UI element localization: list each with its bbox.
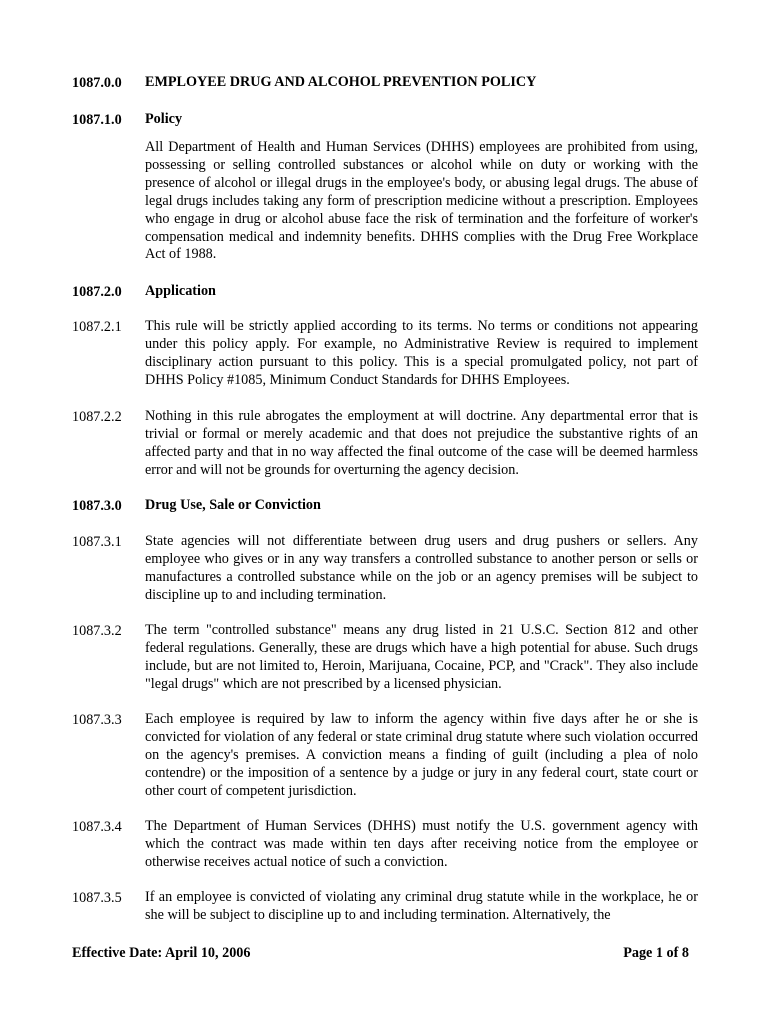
policy-paragraph: [72, 139, 700, 264]
section-heading: Drug Use, Sale or Conviction: [145, 497, 321, 513]
section-drug-use: [72, 497, 700, 515]
clause-number: 1087.2.2: [72, 409, 122, 425]
clause-1087-3-1: [72, 533, 700, 605]
clause-1087-3-3: [72, 711, 700, 801]
section-number: 1087.1.0: [72, 112, 122, 128]
clause-text: This rule will be strictly applied according to its terms. No terms or conditions not appearing under this policy apply. For example, no Administrative Review is required to implement disciplinary action pursuant to this policy. This is a special promulgated policy, not part of DHHS Policy #1085, Minimum Conduct Standards for DHHS Employees.: [145, 318, 698, 388]
section-application: [72, 283, 700, 301]
section-heading: Application: [145, 283, 216, 299]
section-heading: EMPLOYEE DRUG AND ALCOHOL PREVENTION POLICY: [145, 74, 537, 90]
clause-number: 1087.3.3: [72, 712, 122, 728]
section-number: 1087.2.0: [72, 284, 122, 300]
clause-1087-3-4: [72, 818, 700, 872]
paragraph-text: All Department of Health and Human Services (DHHS) employees are prohibited from using, possessing or selling controlled substances or alcohol while on duty or working with the presence of alcohol or illegal drugs in the employee's body, or abusing legal drugs. The abuse of legal drugs includes taking any form of prescription medicine without a prescription. Employees who engage in drug or alcohol abuse face the risk of termination and the forfeiture of worker's compensation medical and indemnity benefits. DHHS complies with the Drug Free Workplace Act of 1988.: [145, 139, 698, 263]
section-heading: Policy: [145, 111, 183, 127]
section-number: 1087.3.0: [72, 498, 122, 514]
clause-text: The Department of Human Services (DHHS) must notify the U.S. government agency with which the contract was made within ten days after receiving notice from the employee or otherwise receives actual notice of such a conviction.: [145, 818, 698, 870]
clause-number: 1087.3.4: [72, 819, 122, 835]
effective-date: Effective Date: April 10, 2006: [72, 945, 251, 961]
clause-text: Nothing in this rule abrogates the employment at will doctrine. Any departmental error that is trivial or formal or merely academic and that does not prejudice the substantive rights of an affected party and that in no way affected the final outcome of the case will be deemed harmless error and will not be grounds for overturning the agency decision.: [145, 408, 698, 478]
section-policy: [72, 111, 700, 129]
clause-number: 1087.3.5: [72, 890, 122, 906]
clause-1087-2-1: [72, 318, 700, 390]
clause-text: The term "controlled substance" means any drug listed in 21 U.S.C. Section 812 and other federal regulations. Generally, these are drugs which have a high potential for abuse. Such drugs include, but are not limited to, Heroin, Marijuana, Cocaine, PCP, and "Crack". They also include "legal drugs" which are not prescribed by a licensed physician.: [145, 622, 698, 692]
clause-number: 1087.2.1: [72, 319, 122, 335]
clause-number: 1087.3.1: [72, 534, 122, 550]
clause-1087-3-2: [72, 622, 700, 694]
clause-1087-2-2: [72, 408, 700, 480]
clause-number: 1087.3.2: [72, 623, 122, 639]
clause-text: Each employee is required by law to inform the agency within five days after he or she is convicted for violation of any federal or state criminal drug statute where such violation occurred on the agency's premises. A conviction means a finding of guilt (including a plea of nolo contendre) or the imposition of a sentence by a judge or jury in any federal court, state court or other court of competent jurisdiction.: [145, 711, 698, 799]
page-number: Page 1 of 8: [623, 945, 689, 961]
section-number: 1087.0.0: [72, 75, 122, 91]
clause-text: State agencies will not differentiate between drug users and drug pushers or sellers. Any employee who gives or in any way transfers a controlled substance to another person or sells or manufactures a controlled substance while on the job or an agency premises will be subject to discipline up to and including termination.: [145, 533, 698, 603]
clause-1087-3-5: [72, 889, 700, 925]
section-title: [72, 74, 700, 92]
clause-text: If an employee is convicted of violating any criminal drug statute while in the workplace, he or she will be subject to discipline up to and including termination. Alternatively, the: [145, 889, 698, 923]
